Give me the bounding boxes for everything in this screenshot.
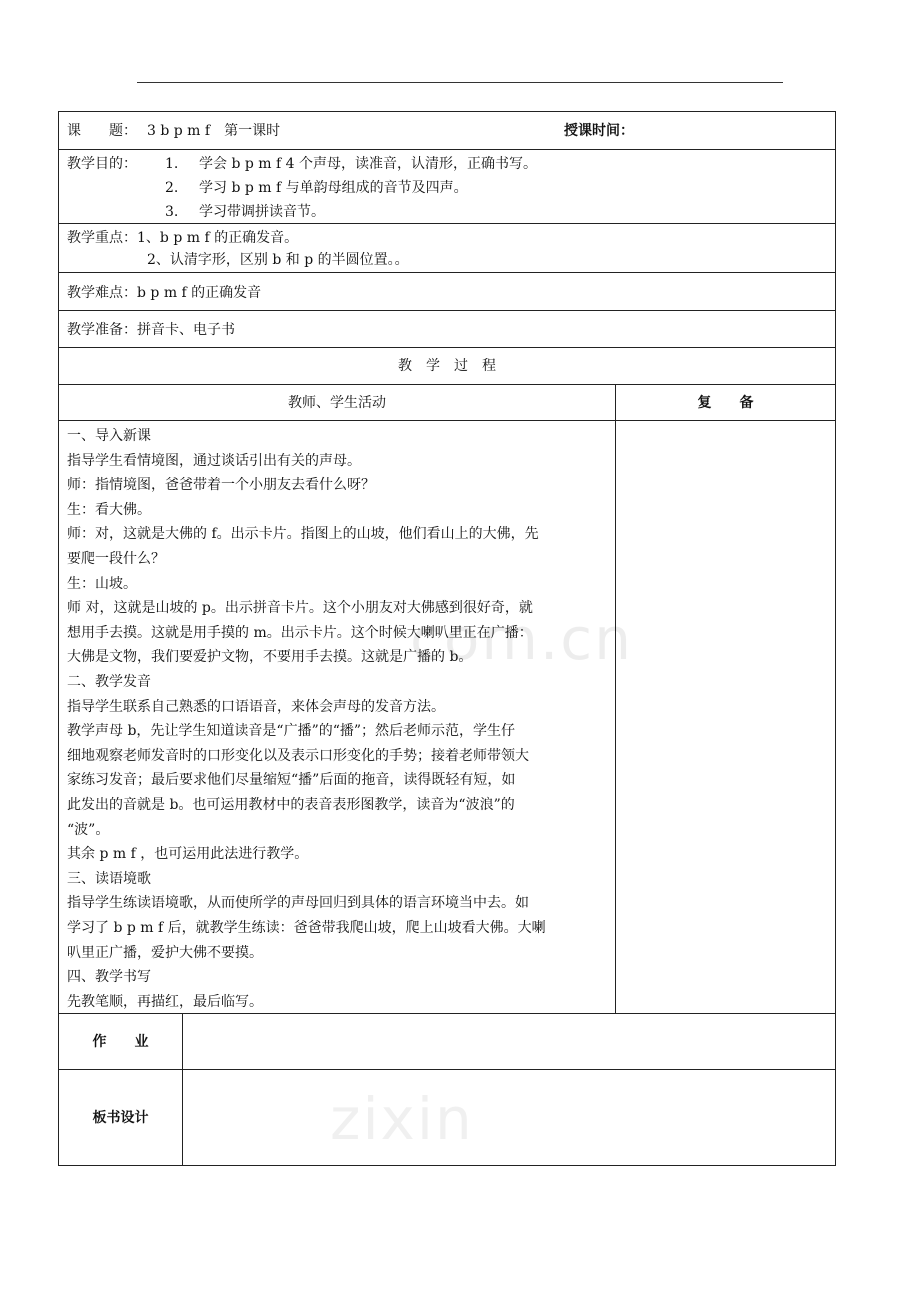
process-line: 教学声母 b，先让学生知道读音是“广播”的“播”；然后老师示范，学生仔 (67, 723, 516, 740)
homework-row (59, 1014, 835, 1070)
activities-header: 教师、学生活动 (288, 395, 386, 411)
process-line: 其余 p m f ，也可运用此法进行教学。 (67, 846, 309, 863)
process-line: “波”。 (67, 821, 110, 838)
process-content-row (59, 421, 835, 1014)
homework-label: 作 业 (92, 1034, 149, 1050)
topic-label: 课 题： (67, 123, 137, 139)
key-points-row (59, 224, 835, 273)
difficulty-label: 教学难点： (67, 285, 137, 301)
process-line: 三、读语境歌 (67, 870, 151, 887)
process-line: 生：看大佛。 (67, 501, 151, 518)
process-line: 叭里正广播，爱护大佛不要摸。 (67, 944, 263, 961)
objective-num: 2. (165, 180, 179, 196)
process-line: 要爬一段什么？ (67, 551, 165, 567)
process-header-row (59, 385, 835, 421)
process-line: 家练习发音；最后要求他们尽量缩短“播”后面的拖音，读得既轻有短，如 (67, 772, 516, 789)
activities-header-cell (59, 385, 616, 420)
process-line: 二、教学发音 (67, 674, 151, 690)
preparation-text: 拼音卡、电子书 (137, 322, 235, 338)
objective-item: 学习带调拼读音节。 (199, 204, 325, 220)
process-line: 师：指情境图，爸爸带着一个小朋友去看什么呀？ (67, 477, 375, 494)
process-line: 细地观察老师发音时的口形变化以及表示口形变化的手势；接着老师带领大 (67, 747, 529, 764)
review-cell (616, 421, 835, 1013)
objective-item: 学会 b p m f 4 个声母，读准音，认清形，正确书写。 (199, 156, 537, 172)
watermark: com.cn (410, 605, 633, 673)
homework-label-cell (59, 1014, 183, 1069)
objective-num: 1. (165, 156, 179, 172)
key-points-label: 教学重点： (67, 230, 137, 246)
key-point-1: 1、b p m f 的正确发音。 (137, 230, 299, 246)
process-line: 生：山坡。 (67, 575, 137, 592)
preparation-label: 教学准备： (67, 322, 137, 338)
difficulty-row (59, 273, 835, 311)
process-line: 先教笔顺，再描红，最后临写。 (67, 993, 263, 1010)
class-time-label: 授课时间： (564, 123, 634, 139)
preparation-row (59, 311, 835, 348)
header-rule (137, 82, 783, 83)
process-line: 学习了 b p m f 后，就教学生练读：爸爸带我爬山坡，爬上山坡看大佛。大喇 (67, 920, 546, 936)
activities-cell (59, 421, 616, 1013)
process-line: 此发出的音就是 b。也可运用教材中的表音表形图教学，读音为“波浪”的 (67, 797, 515, 813)
process-line: 指导学生看情境图，通过谈话引出有关的声母。 (67, 452, 361, 469)
process-line: 师：对，这就是大佛的 f。出示卡片。指图上的山坡，他们看山上的大佛，先 (67, 526, 539, 543)
process-line: 一、导入新课 (67, 428, 151, 444)
watermark: zixin (330, 1085, 474, 1153)
review-header-cell (616, 385, 835, 420)
process-line: 大佛是文物，我们要爱护文物，不要用手去摸。这就是广播的 b。 (67, 649, 473, 666)
topic-row (59, 112, 835, 150)
difficulty-text: b p m f 的正确发音 (137, 285, 262, 301)
objective-num: 3. (165, 204, 179, 220)
topic-value: 3 b p m f 第一课时 (147, 123, 281, 139)
process-title: 教 学 过 程 (398, 358, 496, 374)
process-line: 指导学生练读语境歌，从而使所学的声母回归到具体的语言环境当中去。如 (67, 895, 529, 912)
process-line: 师 对，这就是山坡的 p。出示拼音卡片。这个小朋友对大佛感到很好奇，就 (67, 600, 533, 617)
objectives-label: 教学目的： (67, 156, 137, 172)
review-header: 复 备 (697, 395, 754, 411)
board-design-label: 板书设计 (92, 1110, 149, 1126)
process-line: 指导学生联系自己熟悉的口语语音，来体会声母的发音方法。 (67, 698, 445, 715)
homework-content (183, 1014, 835, 1069)
process-title-row (59, 348, 835, 385)
key-point-2: 2、认清字形，区别 b 和 p 的半圆位置。。 (147, 252, 409, 268)
process-line: 四、教学书写 (67, 969, 151, 986)
board-label-cell (59, 1070, 183, 1165)
objective-item: 学习 b p m f 与单韵母组成的音节及四声。 (199, 180, 468, 196)
process-line: 想用手去摸。这就是用手摸的 m。出示卡片。这个时候大喇叭里正在广播： (67, 624, 533, 641)
board-design-content (183, 1070, 835, 1165)
objectives-row (59, 150, 835, 224)
